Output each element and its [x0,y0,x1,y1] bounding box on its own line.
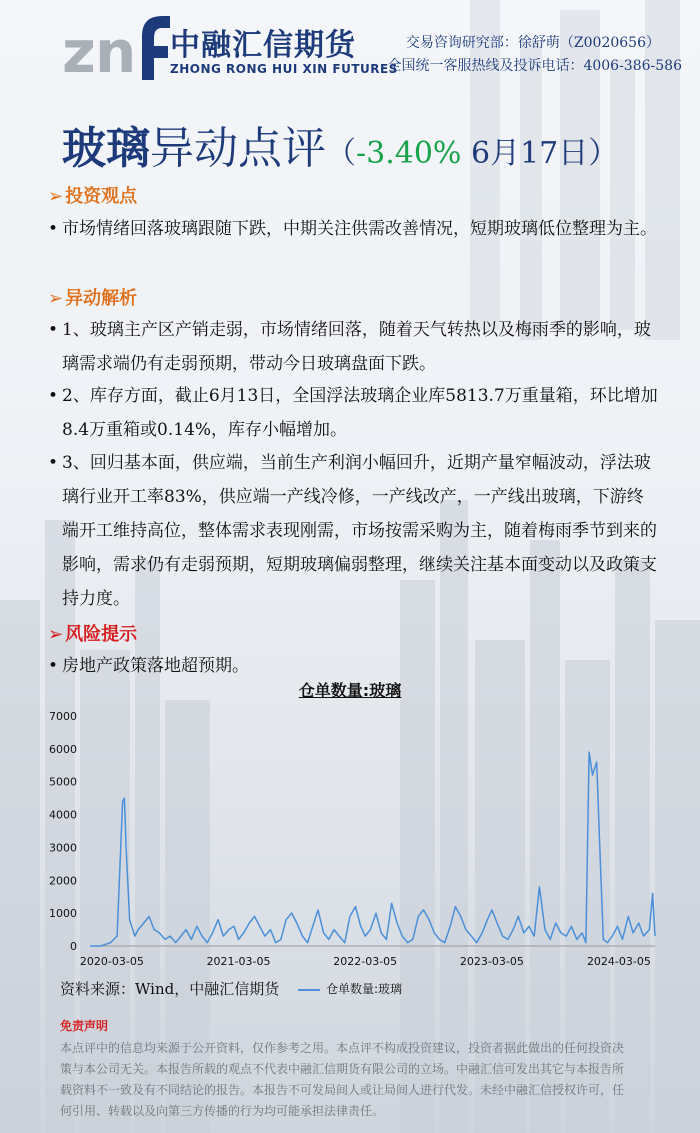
warehouse-receipt-chart [0,700,700,972]
legend-label: 仓单数量:玻璃 [326,982,403,996]
company-name-en: ZHONG RONG HUI XIN FUTURES [170,62,398,76]
arrow-icon: ➢ [48,288,64,309]
svg-text:z: z [62,18,96,82]
chart-legend [298,980,402,997]
title-paren-open: （ [326,136,356,171]
list-item: • 市场情绪回落玻璃跟随下跌，中期关注供需改善情况，短期玻璃低位整理为主。 [48,212,658,246]
list-item: • 1、玻璃主产区产销走弱，市场情绪回落，随着天气转热以及梅雨季的影响，玻璃需求端仍有走弱预期，带动今日玻璃盘面下跌。 [48,313,658,381]
section-heading-view: ➢ 投资观点 [48,186,138,207]
bullet-icon: • [48,386,59,406]
research-contact: 交易咨询研究部：徐舒萌（Z0020656） [405,35,660,51]
series-line [90,752,655,946]
x-tick-label: 2024-03-05 [586,955,651,968]
bullet-icon: • [48,320,59,340]
company-name-cn: 中融汇信期货 [170,28,356,63]
company-logo-icon [62,10,172,82]
arrow-icon: ➢ [48,624,64,645]
list-item: • 房地产政策落地超预期。 [48,649,658,683]
y-tick-label: 4000 [49,808,77,822]
page-title [62,112,618,176]
source-note: 资料来源：Wind，中融汇信期货 [60,980,280,998]
legend-line-icon [298,989,320,991]
section-heading-risk: ➢ 风险提示 [48,624,138,645]
disclaimer-text: 本点评中的信息均来源于公开资料，仅作参考之用。本点评不构成投资建议，投资者据此做出的任何投资决策与本公司无关。本报告所载的观点不代表中融汇信期货有限公司的立场。中融汇信可发出其它与本报告所载资料不一致及有不同结论的报告。本报告不可发局间人或让局间人进行代发。未经中融汇信授权许可，任何引用、转载以及向第三方传播的行为均可能承担法律责任。 [60,1041,625,1118]
y-tick-label: 0 [70,940,77,953]
y-tick-label: 5000 [49,775,77,789]
bullet-icon: • [48,453,59,473]
chart-title: 仓单数量:玻璃 [298,681,402,700]
section-heading-analysis: ➢ 异动解析 [48,288,138,309]
y-tick-label: 1000 [49,907,77,921]
y-tick-label: 3000 [49,841,77,855]
x-tick-label: 2021-03-05 [206,955,271,968]
title-date: 6月17日 [461,136,589,171]
bullet-icon: • [48,219,59,239]
title-product: 玻璃 [62,123,150,174]
hotline-contact: 全国统一客服热线及投诉电话：4006-386-586 [387,58,682,74]
x-tick-label: 2020-03-05 [79,955,144,968]
price-change: -3.40% [356,136,462,171]
y-tick-label: 7000 [49,710,77,723]
list-item: • 3、回归基本面，供应端，当前生产利润小幅回升，近期产量窄幅波动，浮法玻璃行业开工率83%，供应端一产线冷修，一产线改产，一产线出玻璃，下游终端开工维持高位，整体需求表现刚需，市场按需采购为主，随着梅雨季节到来的影响，需求仍有走弱预期，短期玻璃偏弱整理，继续关注基本面变动以及政策支持力度。 [48,446,658,616]
title-paren-close: ） [588,136,619,171]
arrow-icon: ➢ [48,186,64,207]
y-tick-label: 6000 [49,742,77,756]
y-tick-label: 2000 [49,874,77,888]
svg-text:n: n [95,18,137,82]
title-main: 异动点评 [150,123,326,174]
list-item: • 2、库存方面，截止6月13日，全国浮法玻璃企业库5813.7万重量箱，环比增加8.4万重箱或0.14%，库存小幅增加。 [48,379,658,447]
bullet-icon: • [48,656,59,676]
x-tick-label: 2022-03-05 [333,955,398,968]
x-tick-label: 2023-03-05 [459,955,524,968]
disclaimer-title: 免责声明 [60,1019,109,1033]
